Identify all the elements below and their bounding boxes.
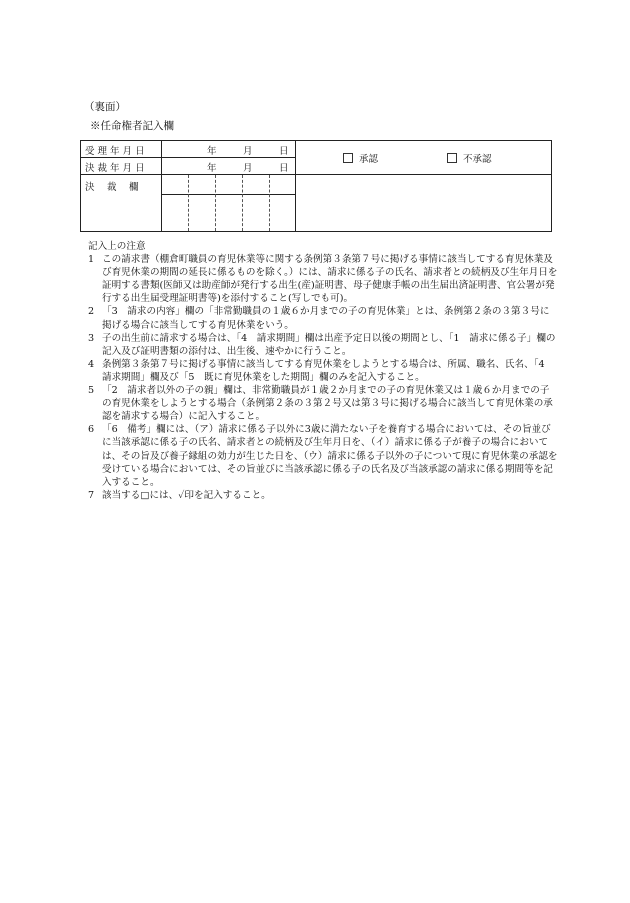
entry-notes bbox=[88, 240, 558, 502]
note-item bbox=[88, 384, 558, 423]
decided-month: 月 bbox=[243, 163, 253, 174]
note-text: 条例第３条第７号に掲げる事情に該当してする育児休業をしようとする場合は、所属、職名、氏名、「4 請求期間」欄及び「5 既に育児休業をした期間」欄のみを記入すること。 bbox=[102, 358, 555, 383]
approve-checkbox-icon[interactable] bbox=[343, 153, 353, 163]
note-text: 該当する□には、✓印を記入すること。 bbox=[102, 489, 271, 501]
received-month: 月 bbox=[243, 146, 253, 157]
notes-title: 記入上の注意 bbox=[88, 241, 146, 252]
note-item bbox=[88, 332, 558, 358]
note-item bbox=[88, 423, 558, 488]
received-day: 日 bbox=[279, 146, 289, 157]
received-date-label: 受 理 年 月 日 bbox=[85, 146, 145, 157]
decided-day: 日 bbox=[279, 163, 289, 174]
note-text: 「3 請求の内容」欄の「非常勤職員の１歳６か月までの子の育児休業」とは、条例第２条の３第３号に掲げる場合に該当してする育児休業をいう。 bbox=[102, 306, 550, 331]
disapprove-checkbox-icon[interactable] bbox=[447, 153, 457, 163]
note-number: 5 bbox=[88, 385, 95, 397]
note-number: 1 bbox=[88, 254, 95, 266]
note-number: 7 bbox=[88, 489, 95, 501]
note-number: 2 bbox=[88, 306, 95, 318]
note-text: この請求書（棚倉町職員の育児休業等に関する条例第３条第７号に掲げる事情に該当してする育児休業及び育児休業の期間の延長に係るものを除く。）には、請求に係る子の氏名、請求者との続柄及び生年月日を証明する書類(医師又は助産師が発行する出生(産)証明書、母子健康手帳の出生届出済証明書、官公署が発行する出生届受理証明書等)を添付すること(写しでも可)。 bbox=[102, 254, 558, 305]
note-text: 子の出生前に請求する場合は、「4 請求期間」欄は出産予定日以後の期間とし、「1 請求に係る子」欄の記入及び証明書類の添付は、出生後、速やかに行うこと。 bbox=[102, 332, 556, 357]
note-item bbox=[88, 305, 558, 331]
note-item bbox=[88, 489, 558, 502]
notes-list bbox=[88, 253, 558, 502]
disapprove-option[interactable] bbox=[447, 151, 492, 165]
approve-label: 承認 bbox=[359, 154, 379, 165]
appointer-section-label: ※任命権者記入欄 bbox=[90, 120, 174, 132]
back-side-label: （裏面） bbox=[84, 101, 126, 113]
note-number: 4 bbox=[88, 358, 95, 370]
decided-year: 年 bbox=[207, 163, 217, 174]
received-year: 年 bbox=[207, 146, 217, 157]
approval-field-label: 決 裁 欄 bbox=[85, 182, 139, 193]
note-text: 「2 請求者以外の子の親」欄は、非常勤職員が１歳２か月までの子の育児休業又は１歳６か月までの子の育児休業をしようとする場合（条例第２条の３第２号又は第３号に掲げる場合に該当して育児休業の承認を請求する場合）に記入すること。 bbox=[102, 385, 553, 423]
note-item bbox=[88, 253, 558, 305]
appointer-entry-table bbox=[80, 140, 552, 232]
note-number: 3 bbox=[88, 332, 95, 344]
note-number: 6 bbox=[88, 424, 95, 436]
disapprove-label: 不承認 bbox=[463, 154, 492, 165]
note-item bbox=[88, 358, 558, 384]
approve-option[interactable] bbox=[343, 151, 378, 165]
note-text: 「6 備考」欄には、（ア）請求に係る子以外に3歳に満たない子を養育する場合においては、その旨並びに当該承認に係る子の氏名、請求者との続柄及び生年月日を、（イ）請求に係る子が養子の場合においては、その旨及び養子縁組の効力が生じた日を、（ウ）請求に係る子以外の子について現に育児休業の承認を受けている場合においては、その旨並びに当該承認に係る子の氏名及び当該承認の請求に係る期間等を記入すること。 bbox=[102, 424, 558, 488]
decided-date-label: 決 裁 年 月 日 bbox=[85, 163, 145, 174]
